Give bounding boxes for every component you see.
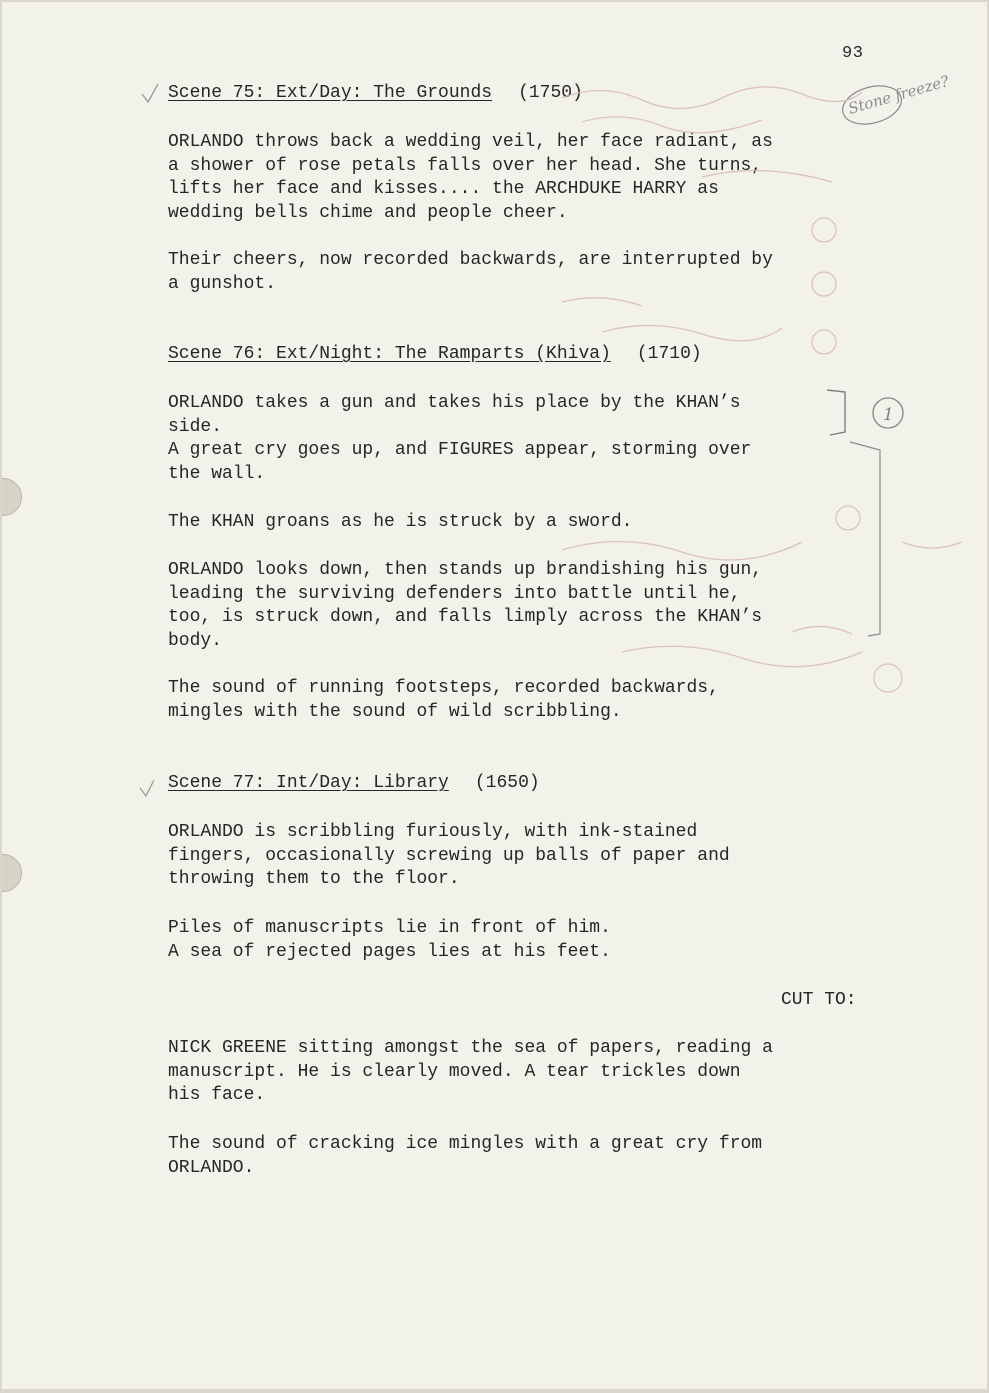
scene-heading bbox=[168, 773, 540, 793]
page-number: 93 bbox=[842, 44, 864, 63]
action-paragraph: ORLANDO looks down, then stands up brandishing his gun, leading the surviving defenders into battle until he, too, is struck down, and falls limply across the KHAN’s body. bbox=[168, 560, 763, 651]
faint-scribble bbox=[902, 542, 962, 548]
script-page bbox=[2, 2, 987, 1389]
action-paragraph: ORLANDO takes a gun and takes his place by the KHAN’s side. A great cry goes up, and FIGURES appear, storming over the wall. bbox=[168, 393, 752, 484]
action-paragraph: ORLANDO is scribbling furiously, with ink-stained fingers, occasionally screwing up balls of paper and throwing them to the floor. bbox=[168, 822, 730, 890]
circled-number-marker bbox=[873, 398, 903, 428]
faint-scribble bbox=[562, 298, 642, 306]
action-paragraph: The KHAN groans as he is struck by a sword. bbox=[168, 512, 633, 532]
faint-circle bbox=[874, 664, 902, 692]
margin-note: Stone freeze? bbox=[846, 71, 952, 118]
action-paragraph: Piles of manuscripts lie in front of him. A sea of rejected pages lies at his feet. bbox=[168, 918, 611, 962]
margin-note-circle bbox=[838, 80, 905, 130]
check-mark-icon bbox=[140, 780, 154, 796]
circled-number: 1 bbox=[883, 405, 894, 425]
faint-scribble bbox=[602, 325, 782, 340]
scene-heading bbox=[168, 344, 702, 364]
scene-title: Scene 76: Ext/Night: The Ramparts (Khiva) bbox=[168, 344, 611, 364]
scene-year: (1750) bbox=[518, 83, 583, 103]
action-paragraph: The sound of cracking ice mingles with a great cry from ORLANDO. bbox=[168, 1134, 763, 1178]
transition-cut-to: CUT TO: bbox=[781, 990, 857, 1010]
binder-hole-upper bbox=[2, 478, 22, 516]
scene-year: (1650) bbox=[474, 773, 540, 793]
action-paragraph: NICK GREENE sitting amongst the sea of papers, reading a manuscript. He is clearly moved. A tear trickles down his face. bbox=[168, 1038, 773, 1106]
faint-circle bbox=[812, 330, 836, 354]
faint-scribble bbox=[562, 541, 802, 560]
scene-title: Scene 77: Int/Day: Library bbox=[168, 773, 449, 793]
scene-title: Scene 75: Ext/Day: The Grounds bbox=[168, 83, 493, 103]
action-paragraph: ORLANDO throws back a wedding veil, her face radiant, as a shower of rose petals falls over her head. She turns, lifts her face and kisses.... the ARCHDUKE HARRY as wedding bells chime and people cheer. bbox=[168, 132, 773, 223]
scene-year: (1710) bbox=[636, 344, 702, 364]
check-mark-icon bbox=[142, 84, 158, 102]
action-paragraph: Their cheers, now recorded backwards, are interrupted by a gunshot. bbox=[168, 250, 773, 294]
scene-heading bbox=[168, 83, 583, 103]
action-paragraph: The sound of running footsteps, recorded backwards, mingles with the sound of wild scribbling. bbox=[168, 678, 719, 722]
faint-scribble bbox=[562, 87, 862, 109]
binder-hole-lower bbox=[2, 854, 22, 892]
